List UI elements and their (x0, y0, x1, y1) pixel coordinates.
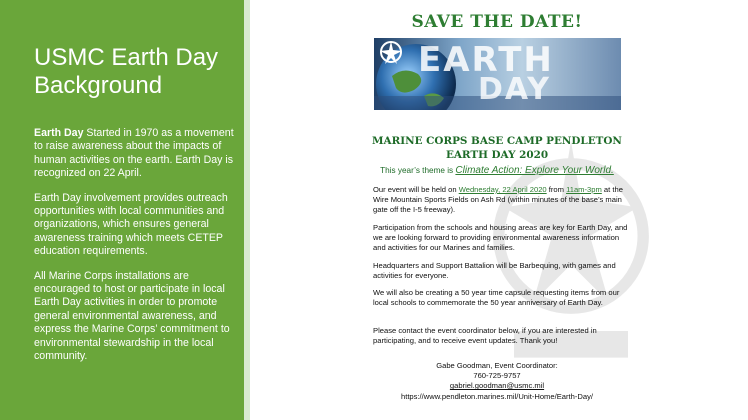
left-panel (0, 0, 244, 420)
barbeque-paragraph: Headquarters and Support Battalion will be Barbequing, with games and activities for everyone. (373, 261, 616, 281)
event-details-paragraph (373, 185, 633, 216)
paragraph-text: All Marine Corps installations are encouraged to host or participate in local Earth Day activities in order to promote general environmental awareness, and express the Marine Corps’ commitment to environmental stewardship in the local community. (34, 269, 230, 363)
slide-title (34, 44, 218, 100)
slide-body (34, 127, 238, 375)
event-date: Wednesday, 22 April 2020 (458, 185, 547, 194)
contact-block (356, 361, 638, 402)
earth-day-2020-heading: EARTH DAY 2020 (445, 149, 549, 161)
banner-word-earth: EARTH (418, 40, 554, 80)
time-capsule-paragraph: We will also be creating a 50 year time capsule requesting items from our local schools to commemorate the 50 year anniversary of Earth Day. (373, 288, 620, 308)
p1-a: Our event will be held on (373, 185, 459, 194)
contact-name: Gabe Goodman, Event Coordinator: (436, 361, 558, 370)
earth-day-banner (374, 38, 621, 110)
p1-c: at the Wire Mountain Sports Fields on Ash Rd (within minutes of the base’s main gate off the I-5 freeway). (373, 185, 623, 215)
panel-divider (244, 0, 250, 420)
contact-request-paragraph: Please contact the event coordinator below, if you are interested in participating, and to receive event updates. Thank you! (373, 326, 597, 346)
contact-email-link[interactable]: gabriel.goodman@usmc.mil (449, 381, 545, 391)
slide-title-line1: USMC Earth Day (34, 44, 219, 71)
paragraph-installations (34, 270, 238, 364)
save-the-date-heading: SAVE THE DATE! (411, 12, 583, 32)
paragraph-earth-day (34, 127, 238, 181)
p1-b: from (546, 185, 567, 194)
usmc-emblem-icon (374, 38, 408, 68)
contact-url-link[interactable]: https://www.pendleton.marines.mil/Unit-Home/Earth-Day/ (400, 391, 594, 401)
participation-paragraph: Participation from the schools and housing areas are key for Earth Day, and we are looking forward to providing environmental awareness information and activities for our Marines and families. (373, 223, 628, 253)
event-time: 11am-3pm (566, 185, 602, 194)
camp-pendleton-heading: MARINE CORPS BASE CAMP PENDLETON (372, 135, 622, 147)
contact-phone: 760-725-9757 (473, 371, 521, 381)
banner-word-day: DAY (478, 72, 551, 107)
flyer (356, 10, 638, 415)
paragraph-text: Started in 1970 as a movement to raise awareness about the impacts of human activities on the earth. Earth Day is recognized on 22 April. (34, 127, 234, 180)
paragraph-involvement (34, 192, 238, 259)
theme-text: Climate Action: Explore Your World. (455, 165, 614, 176)
theme-line (356, 165, 638, 176)
paragraph-text: Earth Day involvement provides outreach opportunities with local communities and organizations, which ensures general awareness training which meets CETEP education requirements. (34, 191, 228, 258)
bold-earth-day: Earth Day (34, 127, 84, 139)
theme-prefix: This year’s theme is (380, 166, 456, 175)
slide-title-line2: Background (34, 72, 163, 99)
